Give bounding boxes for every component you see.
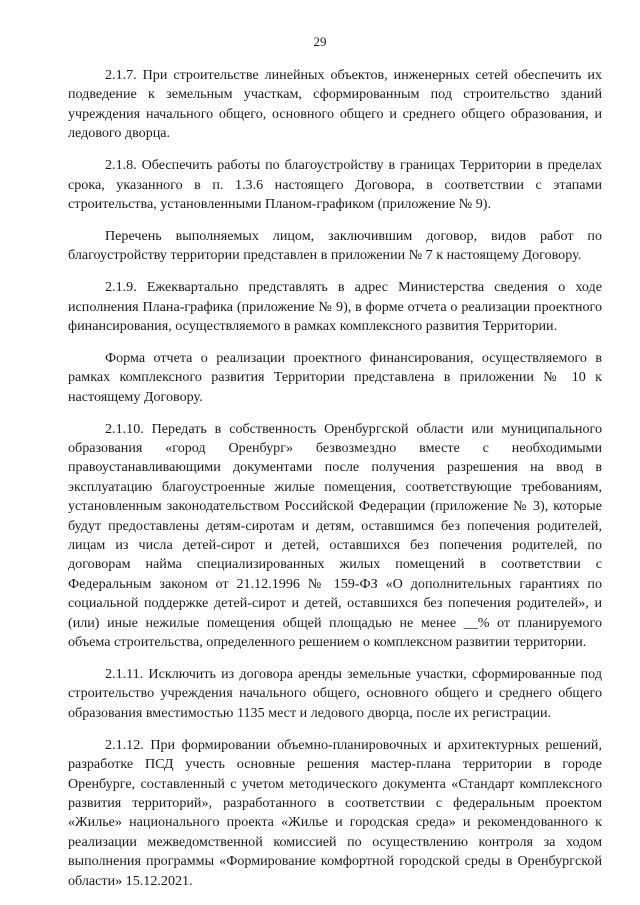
document-body — [68, 66, 602, 903]
paragraph-2-1-9: 2.1.9. Ежеквартально представлять в адрес Министерства сведения о ходе исполнения Плана-графика (приложение № 9), в форме отчета о реализации проектного финансирования, осуществляемого в рамках комплексного развития Территории. — [68, 279, 602, 334]
paragraph-2-1-11: 2.1.11. Исключить из договора аренды земельные участки, сформированные под строительство учреждения начального общего, основного общего и среднего общего образования вместимостью 1135 мест и ледового дворца, после их регистрации. — [68, 665, 602, 721]
paragraph-2-1-8: 2.1.8. Обеспечить работы по благоустройству в границах Территории в пределах срока, указанного в п. 1.3.6 настоящего Договора, в соответствии с этапами строительства, установленными Планом-графиком (приложение № 9). — [68, 157, 602, 212]
paragraph-2-1-7: 2.1.7. При строительстве линейных объектов, инженерных сетей обеспечить их подведение к земельным участкам, сформированным под строительство зданий учреждения начального общего, основного общего и среднего общего образования, и ледового дворца. — [68, 67, 602, 142]
page-number: 29 — [313, 34, 327, 49]
paragraph-report-form: Форма отчета о реализации проектного финансирования, осуществляемого в рамках комплексного развития Территории представлена в приложении № 10 к настоящему Договору. — [68, 349, 602, 405]
paragraph-works-list: Перечень выполняемых лицом, заключившим договор, видов работ по благоустройству территории представлен в приложении № 7 к настоящему Договору. — [68, 227, 602, 264]
paragraph-2-1-12: 2.1.12. При формировании объемно-планировочных и архитектурных решений, разработке ПСД учесть основные решения мастер-плана территории в городе Оренбурге, составленный с учетом методического документа «Стандарт комплексного развития территорий», разработанного в соответствии с федеральным проектом «Жилье» национального проекта «Жилье и городская среда» и рекомендованного к реализации межведомственной комиссией по осуществлению контроля за ходом выполнения программы «Формирование комфортной городской среды в Оренбургской области» 15.12.2021. — [68, 736, 602, 889]
paragraph-2-1-10: 2.1.10. Передать в собственность Оренбургской области или муниципального образования «город Оренбург» безвозмездно вместе с необходимыми правоустанавливающими документами после получения разрешения на ввод в эксплуатацию благоустроенные жилые помещения, соответствующие требованиям, установленным законодательством Российской Федерации (приложение № 3), которые будут предоставлены детям-сиротам и детям, оставшимся без попечения родителей, лицам из числа детей-сирот и детей, оставшихся без попечения родителей, по договорам найма специализированных жилых помещений в соответствии с Федеральным законом от 21.12.1996 № 159-ФЗ «О дополнительных гарантиях по социальной поддержке детей-сирот и детей, оставшихся без попечения родителей», и (или) иные нежилые помещения общей площадью не менее __% от планируемого объема строительства, определенного решением о комплексном развитии территории. — [68, 420, 602, 651]
